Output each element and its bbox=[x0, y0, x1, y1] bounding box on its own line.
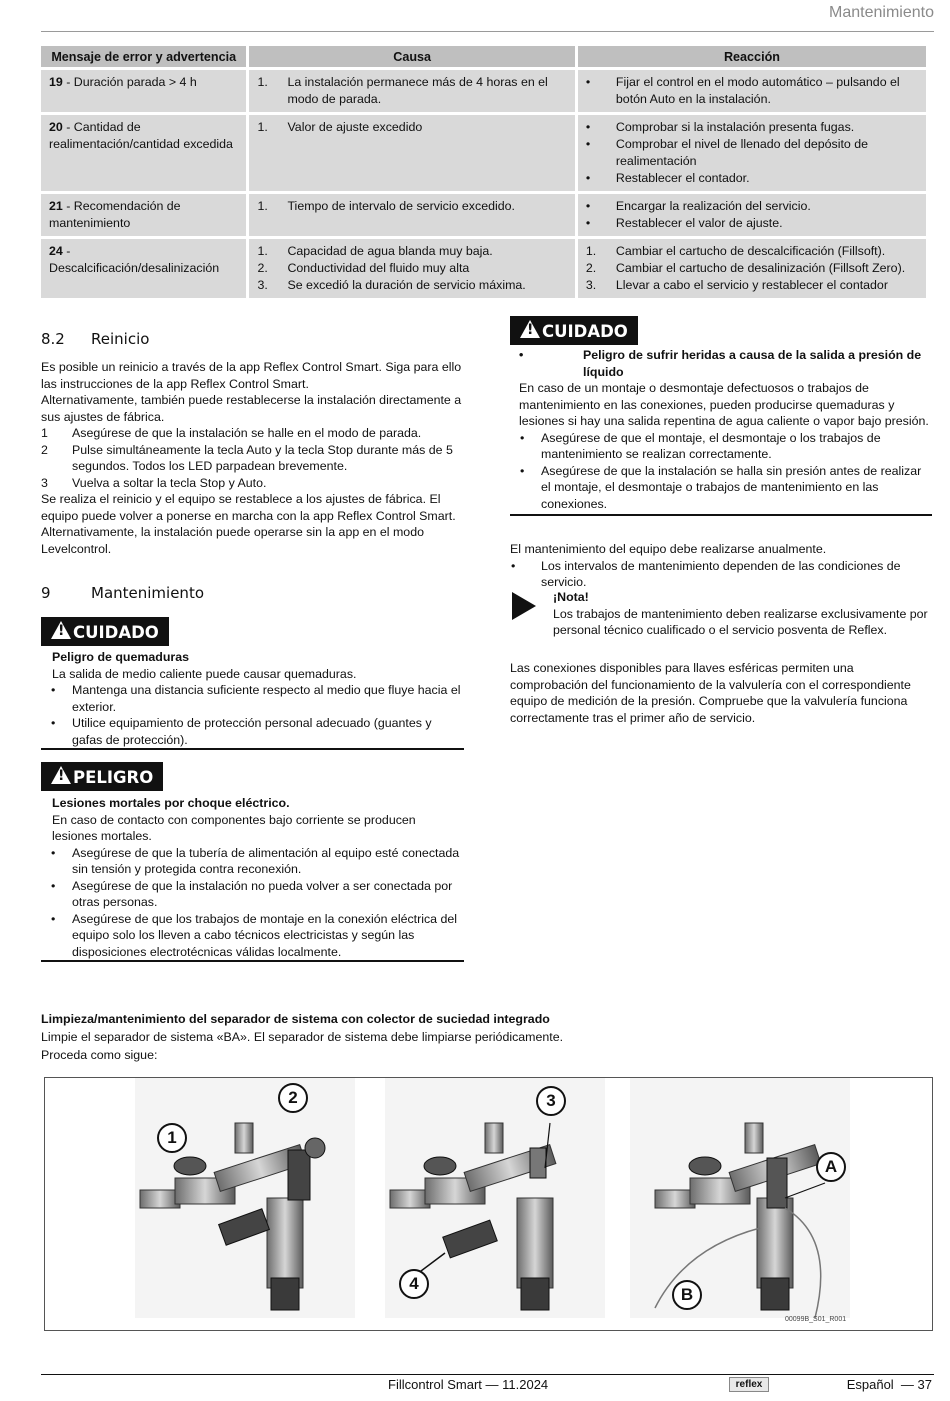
list-item: 2. Cambiar el cartucho de desalinización (Fillsoft Zero). bbox=[585, 261, 906, 275]
step-item: 2 Pulse simultáneamente la tecla Auto y la tecla Stop durante más de 5 segundos. Todos los LED parpadean brevemente. bbox=[41, 442, 453, 473]
warning-title: Lesiones mortales por choque eléctrico. bbox=[52, 796, 290, 810]
callout-1: 1 bbox=[157, 1123, 187, 1153]
reaction-cell bbox=[578, 194, 926, 236]
error-message-cell: 21 - Recomendación de mantenimiento bbox=[41, 194, 246, 236]
error-message-cell: 24 - Descalcificación/desalinización bbox=[41, 239, 246, 298]
reaction-cell bbox=[578, 239, 926, 298]
warning-text: La salida de medio caliente puede causar quemaduras. bbox=[52, 666, 357, 681]
note-text: Los trabajos de mantenimiento deben realizarse exclusivamente por personal técnico cualificado o el servicio posventa de Reflex. bbox=[553, 606, 928, 637]
warning-bullets bbox=[41, 682, 464, 748]
valve-panel-1 bbox=[135, 1078, 355, 1318]
paragraph: Proceda como sigue: bbox=[41, 1048, 158, 1062]
list-item: 1. Cambiar el cartucho de descalcificación (Fillsoft). bbox=[585, 244, 886, 258]
paragraph: Limpie el separador de sistema «BA». El separador de sistema debe limpiarse periódicamente. bbox=[41, 1030, 564, 1044]
column-header: Reacción bbox=[578, 46, 926, 67]
table-row bbox=[41, 194, 926, 236]
step-item: 1 Asegúrese de que la instalación se halle en el modo de parada. bbox=[41, 426, 422, 440]
callout-2: 2 bbox=[278, 1083, 308, 1113]
valve-panel-3 bbox=[630, 1078, 850, 1318]
paragraph: Alternativamente, también puede restablecerse la instalación directamente a sus ajustes de fábrica. bbox=[41, 393, 462, 424]
step-list bbox=[41, 425, 471, 491]
table-row bbox=[41, 70, 926, 112]
figure-reference: 00099B_S01_R001 bbox=[785, 1316, 847, 1323]
error-message-cell: 20 - Cantidad de realimentación/cantidad excedida bbox=[41, 115, 246, 191]
callout-b: B bbox=[672, 1280, 702, 1310]
table-header-row bbox=[41, 46, 926, 67]
footer-document: Fillcontrol Smart — 11.2024 bbox=[388, 1377, 549, 1392]
bullet-item: • Asegúrese de que la instalación se halla sin presión antes de realizar el montaje, el desmontaje o trabajos de mantenimiento en las conexiones. bbox=[520, 463, 922, 511]
section-number: 8.2 bbox=[41, 330, 65, 348]
list-item: • Comprobar el nivel de llenado del depósito de realimentación bbox=[585, 137, 869, 168]
reaction-cell bbox=[578, 115, 926, 191]
table-row bbox=[41, 115, 926, 191]
caution-badge: ! CUIDADO bbox=[41, 617, 169, 646]
step-item: 3 Vuelva a soltar la tecla Stop y Auto. bbox=[41, 475, 267, 490]
bullet-item: • Los intervalos de mantenimiento dependen de las condiciones de servicio. bbox=[511, 558, 901, 589]
section-heading-reset bbox=[41, 330, 149, 348]
list-item: 1. Tiempo de intervalo de servicio excedido. bbox=[257, 199, 515, 213]
cause-cell bbox=[249, 70, 574, 112]
warning-text: En caso de un montaje o desmontaje defectuosos o trabajos de mantenimiento en las conexiones, pueden producirse quemaduras y lesiones si hay una salida repentina de agua caliente o vapor bajo presión. bbox=[519, 381, 929, 428]
cause-cell bbox=[249, 194, 574, 236]
column-header: Mensaje de error y advertencia bbox=[41, 46, 246, 67]
list-item: • Restablecer el contador. bbox=[585, 171, 750, 185]
reflex-logo: reflex bbox=[729, 1377, 769, 1392]
bullet-item: • Utilice equipamiento de protección personal adecuado (guantes y gafas de protección). bbox=[51, 716, 432, 747]
separator-figure bbox=[44, 1077, 933, 1331]
maintenance-info bbox=[510, 541, 932, 591]
caution-box-burns bbox=[41, 649, 464, 750]
valve-illustrations bbox=[45, 1078, 932, 1330]
bullet-item: • Asegúrese de que la instalación no pueda volver a ser conectada por otras personas. bbox=[51, 878, 453, 909]
bullet-item: • Asegúrese de que el montaje, el desmontaje o los trabajos de mantenimiento se realizan correctamente. bbox=[520, 430, 881, 461]
note-arrow-icon bbox=[512, 592, 536, 620]
column-header: Causa bbox=[249, 46, 574, 67]
paragraph: El mantenimiento del equipo debe realizarse anualmente. bbox=[510, 542, 827, 556]
cleaning-title: Limpieza/mantenimiento del separador de sistema con colector de suciedad integrado bbox=[41, 1012, 550, 1026]
reset-body bbox=[41, 359, 471, 557]
warning-title: • Peligro de sufrir heridas a causa de la salida a presión de líquido bbox=[519, 348, 922, 379]
caution-box-pressure bbox=[510, 347, 932, 516]
bullet-item: • Mantenga una distancia suficiente respecto al medio que fluye hacia el exterior. bbox=[51, 683, 461, 714]
callout-a: A bbox=[816, 1152, 846, 1182]
list-item: • Encargar la realización del servicio. bbox=[585, 199, 811, 213]
cause-cell bbox=[249, 115, 574, 191]
header-rule bbox=[41, 31, 934, 32]
list-item: 1. La instalación permanece más de 4 horas en el modo de parada. bbox=[257, 75, 548, 106]
list-item: 2. Conductividad del fluido muy alta bbox=[257, 261, 470, 275]
paragraph: Es posible un reinicio a través de la app Reflex Control Smart. Siga para ello las instrucciones de la app Reflex Control Smart. bbox=[41, 360, 462, 391]
cause-cell bbox=[249, 239, 574, 298]
warning-text: En caso de contacto con componentes bajo corriente se producen lesiones mortales. bbox=[52, 812, 416, 843]
list-item: 1. Capacidad de agua blanda muy baja. bbox=[257, 244, 493, 258]
list-item: • Comprobar si la instalación presenta fugas. bbox=[585, 120, 855, 134]
list-item: 3. Se excedió la duración de servicio máxima. bbox=[257, 278, 526, 292]
bullet-item: • Asegúrese de que los trabajos de montaje en la conexión eléctrica del equipo solo los lleven a cabo técnicos electricistas y según las disposiciones electrotécnicas válidas localmente. bbox=[51, 911, 458, 959]
callout-4: 4 bbox=[399, 1269, 429, 1299]
list-item: 1. Valor de ajuste excedido bbox=[257, 120, 423, 134]
section-title: Mantenimiento bbox=[91, 584, 204, 602]
error-table bbox=[38, 43, 929, 301]
list-item: • Fijar el control en el modo automático – pulsando el botón Auto en la instalación. bbox=[585, 75, 900, 106]
warning-title: Peligro de quemaduras bbox=[52, 650, 190, 664]
section-title: Reinicio bbox=[91, 330, 150, 348]
footer-page: Español — 37 bbox=[846, 1377, 932, 1392]
error-message-cell: 19 - Duración parada > 4 h bbox=[41, 70, 246, 112]
danger-box-electric bbox=[41, 795, 464, 962]
reaction-cell bbox=[578, 70, 926, 112]
running-header: Mantenimiento bbox=[829, 4, 934, 21]
warning-bullets bbox=[510, 430, 932, 513]
warning-bullets bbox=[41, 845, 464, 961]
paragraph: Se realiza el reinicio y el equipo se restablece a los ajustes de fábrica. El equipo puede volver a ponerse en marcha con la app Reflex Control Smart. Alternativamente, la instalación puede operarse sin la app en el modo Levelcontrol. bbox=[41, 492, 456, 556]
section-heading-maintenance bbox=[41, 584, 204, 602]
section-number: 9 bbox=[41, 584, 51, 602]
footer-rule bbox=[41, 1374, 934, 1375]
bullet-item: • Asegúrese de que la tubería de alimentación al equipo esté conectada sin tensión y protegida contra reconexión. bbox=[51, 845, 460, 876]
note-title: ¡Nota! bbox=[553, 590, 589, 604]
list-item: 3. Llevar a cabo el servicio y restablecer el contador bbox=[585, 278, 888, 292]
list-item: • Restablecer el valor de ajuste. bbox=[585, 216, 783, 230]
danger-badge: ! PELIGRO bbox=[41, 762, 163, 791]
callout-3: 3 bbox=[536, 1086, 566, 1116]
table-row bbox=[41, 239, 926, 298]
note-block bbox=[553, 589, 931, 639]
cleaning-instructions bbox=[41, 1011, 932, 1064]
caution-badge: ! CUIDADO bbox=[510, 316, 638, 345]
connections-paragraph: Las conexiones disponibles para llaves esféricas permiten una comprobación del funcionamiento de la valvulería con el correspondiente equipo de medición de la presión. Compruebe que la valvulería funciona correctamente tras el primer año de servicio. bbox=[510, 661, 911, 725]
